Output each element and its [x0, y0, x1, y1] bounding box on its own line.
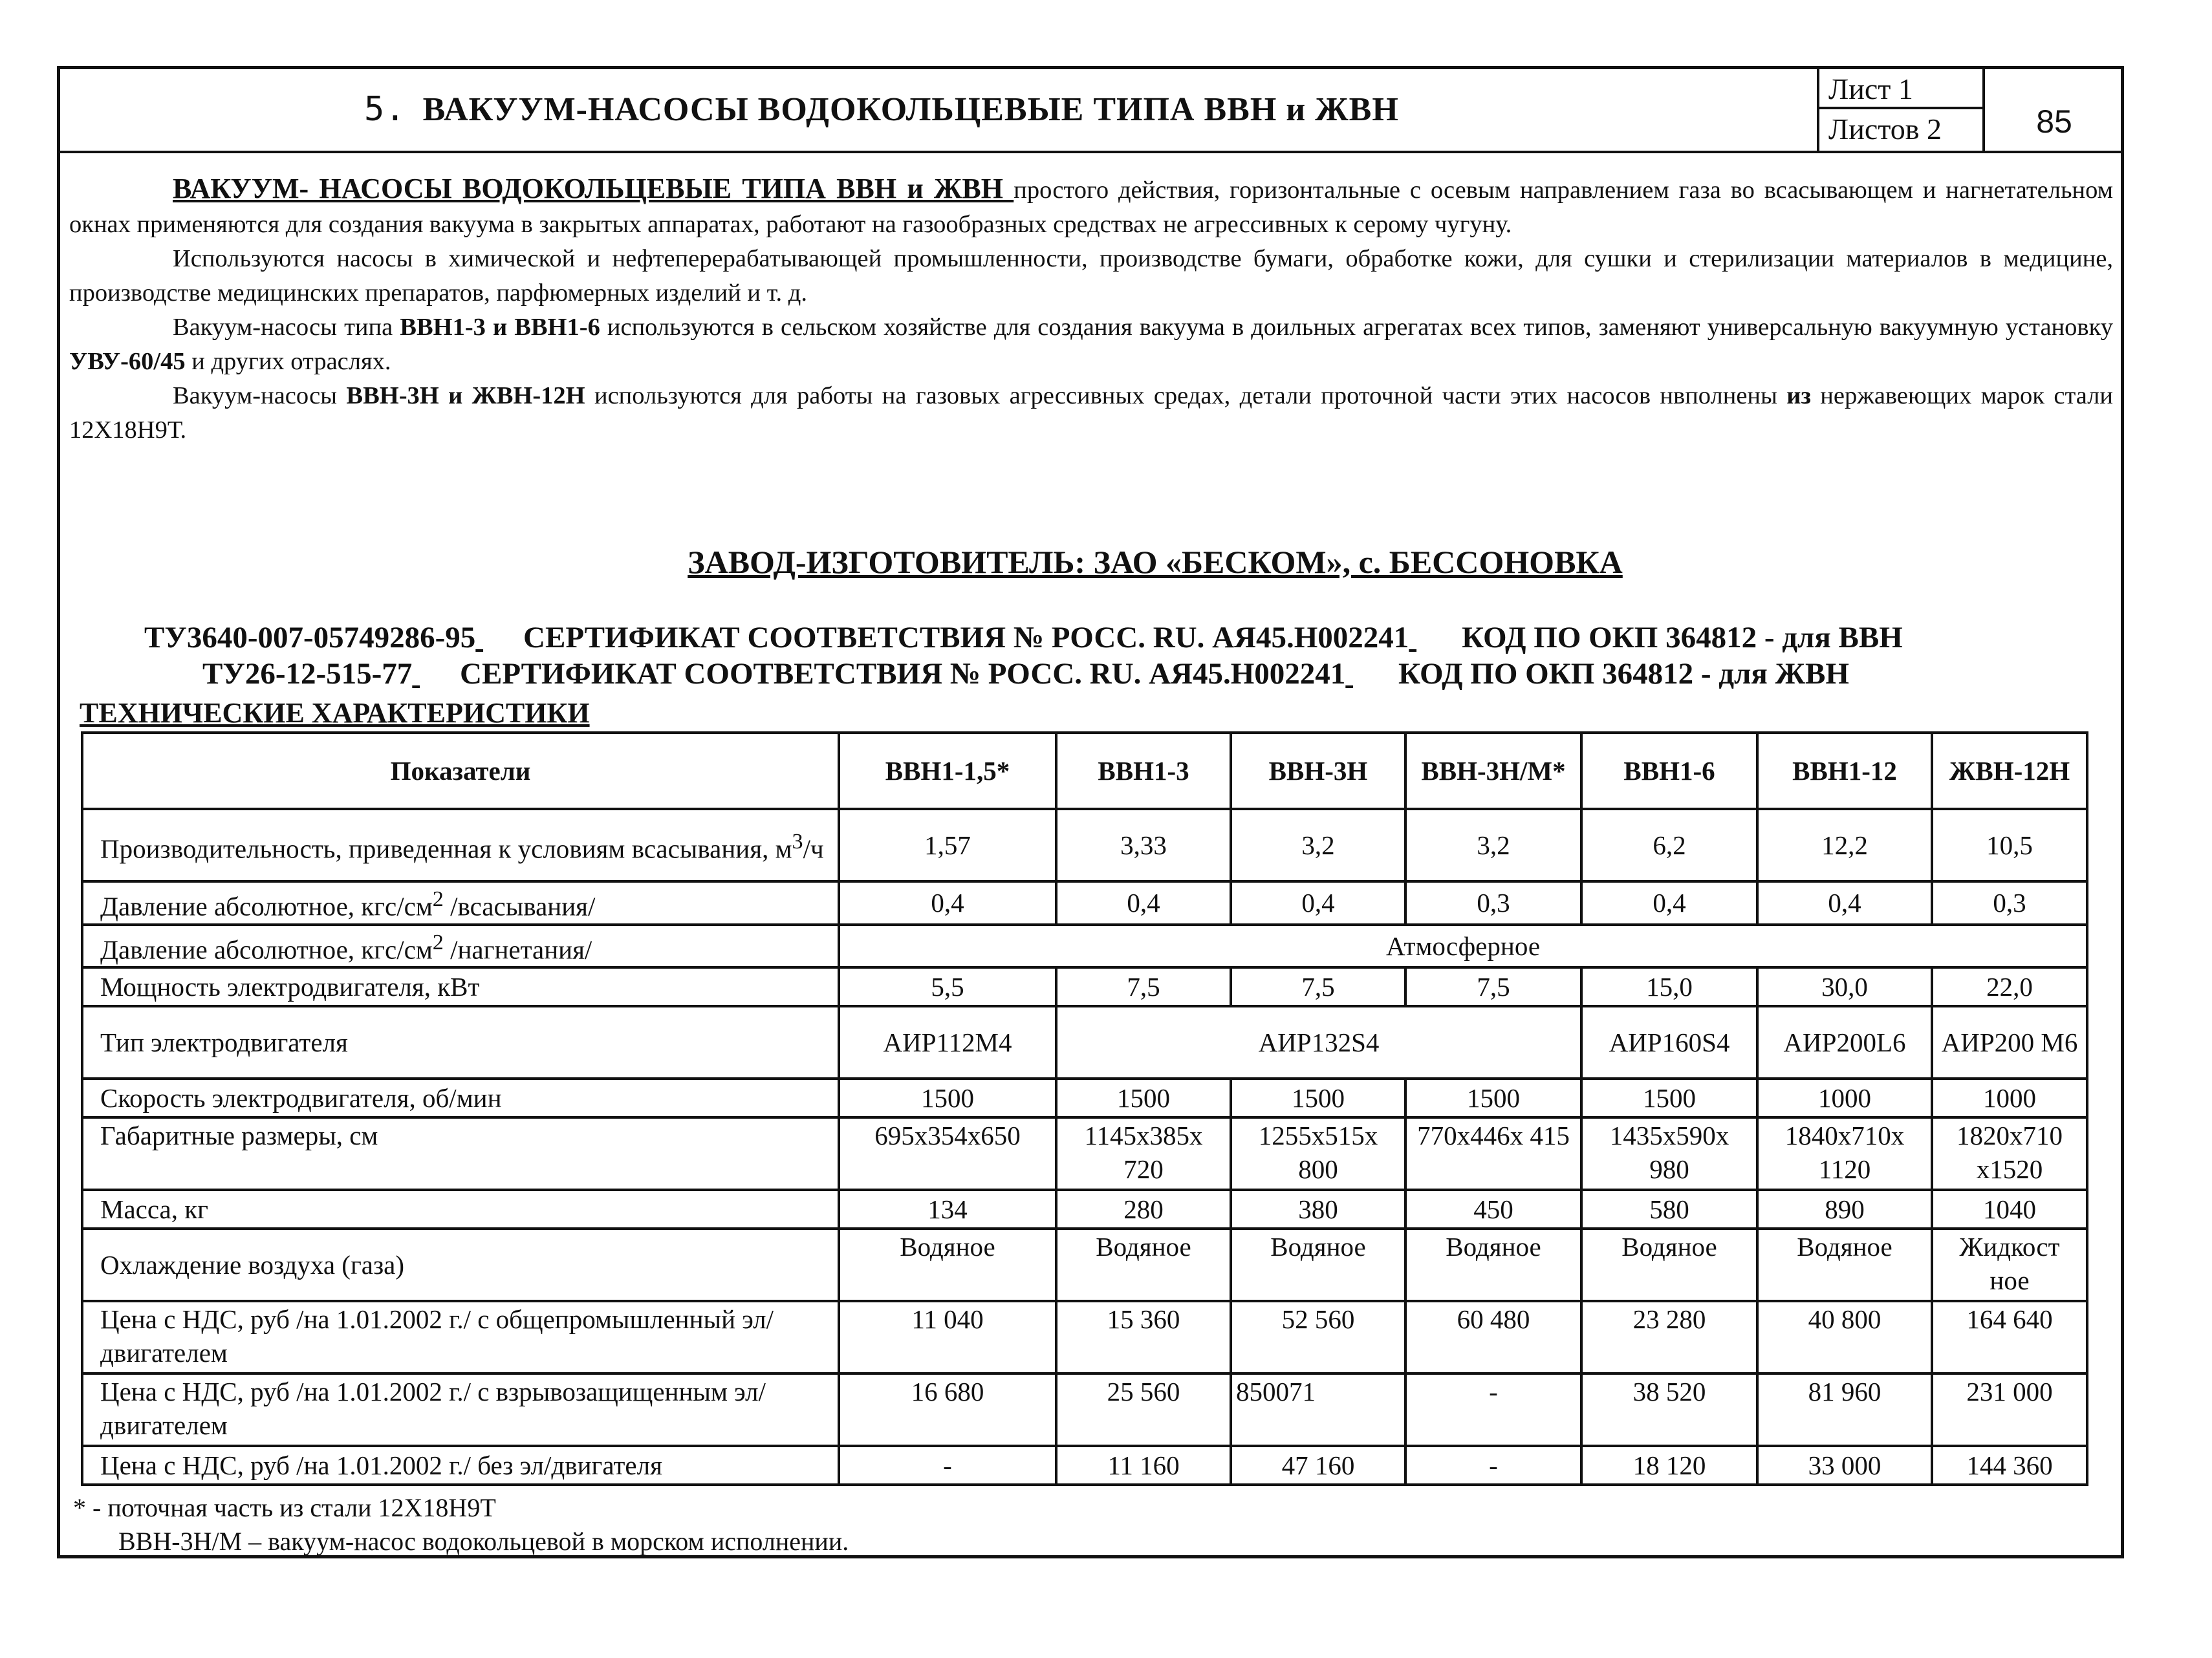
table-cell: 1500	[839, 1079, 1056, 1117]
table-cell: 1840х710х 1120	[1757, 1117, 1932, 1190]
table-cell: 22,0	[1932, 967, 2087, 1006]
table-cell: 134	[839, 1190, 1056, 1229]
table-cell: -	[1405, 1446, 1581, 1485]
p-discharge-sup: 2	[432, 930, 444, 954]
table-cell: 0,4	[1581, 881, 1757, 925]
p4-b: ВВН-3Н и ЖВН-12Н	[346, 382, 585, 409]
tu-code-1: ТУ3640-007-05749286-95	[144, 621, 476, 654]
table-cell: Водяное	[1757, 1229, 1932, 1301]
table-cell: 12,2	[1757, 809, 1932, 881]
p-suction-tail: /всасывания/	[443, 891, 596, 921]
table-cell: 0,4	[1231, 881, 1405, 925]
footnote-1: * - поточная часть из стали 12Х18Н9Т	[73, 1493, 496, 1522]
spec-table	[81, 731, 2088, 1486]
table-cell: 890	[1757, 1190, 1932, 1229]
table-cell: -	[839, 1446, 1056, 1485]
table-cell: -	[1405, 1373, 1581, 1446]
intro-paragraph-3	[69, 310, 2113, 379]
p4-c: используются для работы на газовых агрессивных средах, детали проточной части этих насосов нвполнены	[585, 382, 1787, 409]
table-row	[82, 809, 2087, 881]
intro-p1-text: простого действия, горизонтальные с осевым направлением газа во всасывающем и нагнетательном окнах применяются для создания вакуума в закрытых аппаратах, работают на газообразных средствах не агрессивных к серому чугуну.	[69, 177, 2114, 238]
table-cell: Жидкост ное	[1932, 1229, 2087, 1301]
table-cell: АИР112М4	[839, 1006, 1056, 1079]
capacity-unit: /ч	[803, 834, 824, 864]
okp-code-1: КОД ПО ОКП 364812 - для ВВН	[1462, 621, 1903, 654]
p-discharge-label: Давление абсолютное, кгс/см	[100, 934, 433, 965]
table-cell: 7,5	[1405, 967, 1581, 1006]
table-cell: 7,5	[1231, 967, 1405, 1006]
table-cell: 47 160	[1231, 1446, 1405, 1485]
table-row	[82, 1117, 2087, 1190]
table-cell: 15 360	[1056, 1301, 1231, 1373]
table-cell: 850071	[1231, 1373, 1405, 1446]
table-cell: 0,4	[1056, 881, 1231, 925]
table-row	[82, 1229, 2087, 1301]
section-number: 5.	[364, 90, 406, 129]
table-cell: АИР200 М6	[1932, 1006, 2087, 1079]
sheets-label: Листов 2	[1828, 113, 1942, 145]
table-cell: 1,57	[839, 809, 1056, 881]
table-cell: 0,3	[1405, 881, 1581, 925]
table-row	[82, 1373, 2087, 1446]
table-cell: 1500	[1581, 1079, 1757, 1117]
table-cell: 11 040	[839, 1301, 1056, 1373]
table-row	[82, 967, 2087, 1006]
table-cell: 1000	[1932, 1079, 2087, 1117]
certificate-1: СЕРТИФИКАТ СООТВЕТСТВИЯ № РОСС. RU. АЯ45.Н002241	[523, 621, 1409, 654]
table-row	[82, 1079, 2087, 1117]
table-cell: Водяное	[839, 1229, 1056, 1301]
table-row	[82, 1301, 2087, 1373]
row-label: Тип электродвигателя	[82, 1006, 839, 1079]
cert-line-2	[202, 656, 1849, 691]
p3-b: ВВН1-3 и ВВН1-6	[400, 314, 600, 341]
table-cell: 280	[1056, 1190, 1231, 1229]
col-header: ВВН1-1,5*	[839, 733, 1056, 809]
table-row	[82, 1190, 2087, 1229]
sheet-info	[1817, 69, 1985, 151]
table-cell: 1500	[1405, 1079, 1581, 1117]
table-cell: Водяное	[1405, 1229, 1581, 1301]
col-header: ВВН-3Н	[1231, 733, 1405, 809]
table-cell: 16 680	[839, 1373, 1056, 1446]
table-cell: Водяное	[1056, 1229, 1231, 1301]
table-cell: 1820х710 х1520	[1932, 1117, 2087, 1190]
intro-paragraph-1	[69, 171, 2113, 242]
table-header-row	[82, 733, 2087, 809]
tech-specs-title: ТЕХНИЧЕСКИЕ ХАРАКТЕРИСТИКИ	[80, 697, 590, 729]
col-header: ВВН1-6	[1581, 733, 1757, 809]
table-cell: 1435х590х 980	[1581, 1117, 1757, 1190]
table-cell: Водяное	[1581, 1229, 1757, 1301]
p3-d: УВУ-60/45	[69, 348, 186, 375]
p-suction-sup: 2	[432, 887, 444, 911]
intro-text	[69, 171, 2113, 447]
row-label: Мощность электродвигателя, кВт	[82, 967, 839, 1006]
table-cell: 144 360	[1932, 1446, 2087, 1485]
col-header: ВВН1-12	[1757, 733, 1932, 809]
p3-a: Вакуум-насосы типа	[173, 314, 400, 341]
table-cell: 450	[1405, 1190, 1581, 1229]
col-header: ЖВН-12Н	[1932, 733, 2087, 809]
table-row	[82, 1006, 2087, 1079]
table-cell: 380	[1231, 1190, 1405, 1229]
cert-line-1	[144, 620, 1903, 655]
page-title	[364, 90, 1399, 129]
p-discharge-tail: /нагнетания/	[443, 934, 592, 965]
table-cell: АИР200L6	[1757, 1006, 1932, 1079]
table-cell: 33 000	[1757, 1446, 1932, 1485]
table-cell: 5,5	[839, 967, 1056, 1006]
row-label: Цена с НДС, руб /на 1.01.2002 г./ с взрывозащищенным эл/двигателем	[82, 1373, 839, 1446]
table-cell: 18 120	[1581, 1446, 1757, 1485]
intro-paragraph-4	[69, 379, 2113, 447]
page-number: 85	[2036, 103, 2072, 140]
table-cell: 81 960	[1757, 1373, 1932, 1446]
table-cell: 23 280	[1581, 1301, 1757, 1373]
p4-e: нержавеющих марок стали 12Х18Н9Т.	[69, 382, 2113, 444]
table-cell: 15,0	[1581, 967, 1757, 1006]
table-cell: Водяное	[1231, 1229, 1405, 1301]
table-cell: 6,2	[1581, 809, 1757, 881]
table-cell: 3,2	[1405, 809, 1581, 881]
table-cell: 0,3	[1932, 881, 2087, 925]
table-cell: 1000	[1757, 1079, 1932, 1117]
table-cell: 0,4	[839, 881, 1056, 925]
row-label: Охлаждение воздуха (газа)	[82, 1229, 839, 1301]
col-header: ВВН1-3	[1056, 733, 1231, 809]
table-cell: Атмосферное	[839, 925, 2087, 968]
p4-d: из	[1786, 382, 1811, 409]
row-label	[82, 925, 839, 968]
row-label: Цена с НДС, руб /на 1.01.2002 г./ без эл/двигателя	[82, 1446, 839, 1485]
capacity-label: Производительность, приведенная к условиям всасывания, м	[100, 834, 792, 864]
table-cell: 1500	[1231, 1079, 1405, 1117]
table-cell: АИР132S4	[1056, 1006, 1581, 1079]
row-label: Масса, кг	[82, 1190, 839, 1229]
table-row	[82, 881, 2087, 925]
intro-paragraph-2: Используются насосы в химической и нефтеперерабатывающей промышленности, производстве бумаги, обработке кожи, для сушки и стерилизации материалов в медицине, производстве медицинских препаратов, парфюмерных изделий и т. д.	[69, 245, 2113, 307]
row-label: Габаритные размеры, см	[82, 1117, 839, 1190]
footnote-2: ВВН-3Н/М – вакуум-насос водокольцевой в морском исполнении.	[118, 1527, 849, 1556]
table-cell: 25 560	[1056, 1373, 1231, 1446]
table-cell: 1255х515х 800	[1231, 1117, 1405, 1190]
table-row	[82, 1446, 2087, 1485]
row-label	[82, 809, 839, 881]
table-cell: 1500	[1056, 1079, 1231, 1117]
table-cell: 770х446х 415	[1405, 1117, 1581, 1190]
row-label	[82, 881, 839, 925]
tu-code-2: ТУ26-12-515-77	[202, 657, 413, 691]
certificate-2: СЕРТИФИКАТ СООТВЕТСТВИЯ № РОСС. RU. АЯ45.Н002241	[460, 657, 1346, 691]
p3-e: и других отраслях.	[185, 348, 391, 375]
sheet-label: Лист 1	[1819, 69, 1982, 109]
header	[60, 69, 2121, 153]
col-header: ВВН-3Н/М*	[1405, 733, 1581, 809]
table-cell: АИР160S4	[1581, 1006, 1757, 1079]
table-cell: 38 520	[1581, 1373, 1757, 1446]
row-label: Цена с НДС, руб /на 1.01.2002 г./ с общепромышленный эл/двигателем	[82, 1301, 839, 1373]
okp-code-2: КОД ПО ОКП 364812 - для ЖВН	[1398, 657, 1849, 691]
p3-c: используются в сельском хозяйстве для создания вакуума в доильных агрегатах всех типов, заменяют универсальную вакуумную установку	[600, 314, 2113, 341]
table-cell: 7,5	[1056, 967, 1231, 1006]
table-cell: 0,4	[1757, 881, 1932, 925]
table-cell: 580	[1581, 1190, 1757, 1229]
intro-lead: ВАКУУМ- НАСОСЫ ВОДОКОЛЬЦЕВЫЕ ТИПА ВВН и ЖВН	[173, 173, 1014, 204]
col-header: Показатели	[82, 733, 839, 809]
table-cell: 40 800	[1757, 1301, 1932, 1373]
page-frame	[57, 66, 2124, 1558]
table-cell: 3,33	[1056, 809, 1231, 881]
table-cell: 52 560	[1231, 1301, 1405, 1373]
table-cell: 231 000	[1932, 1373, 2087, 1446]
table-cell: 10,5	[1932, 809, 2087, 881]
table-cell: 60 480	[1405, 1301, 1581, 1373]
table-cell: 1145х385х 720	[1056, 1117, 1231, 1190]
section-title: ВАКУУМ-НАСОСЫ ВОДОКОЛЬЦЕВЫЕ ТИПА ВВН и ЖВН	[422, 91, 1399, 128]
p4-a: Вакуум-насосы	[173, 382, 347, 409]
table-row	[82, 925, 2087, 968]
table-cell: 695х354х650	[839, 1117, 1056, 1190]
table-cell: 11 160	[1056, 1446, 1231, 1485]
manufacturer-heading: ЗАВОД-ИЗГОТОВИТЕЛЬ: ЗАО «БЕСКОМ», с. БЕССОНОВКА	[688, 544, 1623, 580]
row-label: Скорость электродвигателя, об/мин	[82, 1079, 839, 1117]
table-cell: 30,0	[1757, 967, 1932, 1006]
p-suction-label: Давление абсолютное, кгс/см	[100, 891, 433, 921]
table-cell: 1040	[1932, 1190, 2087, 1229]
table-cell: 3,2	[1231, 809, 1405, 881]
table-cell: 164 640	[1932, 1301, 2087, 1373]
capacity-sup: 3	[792, 829, 803, 854]
